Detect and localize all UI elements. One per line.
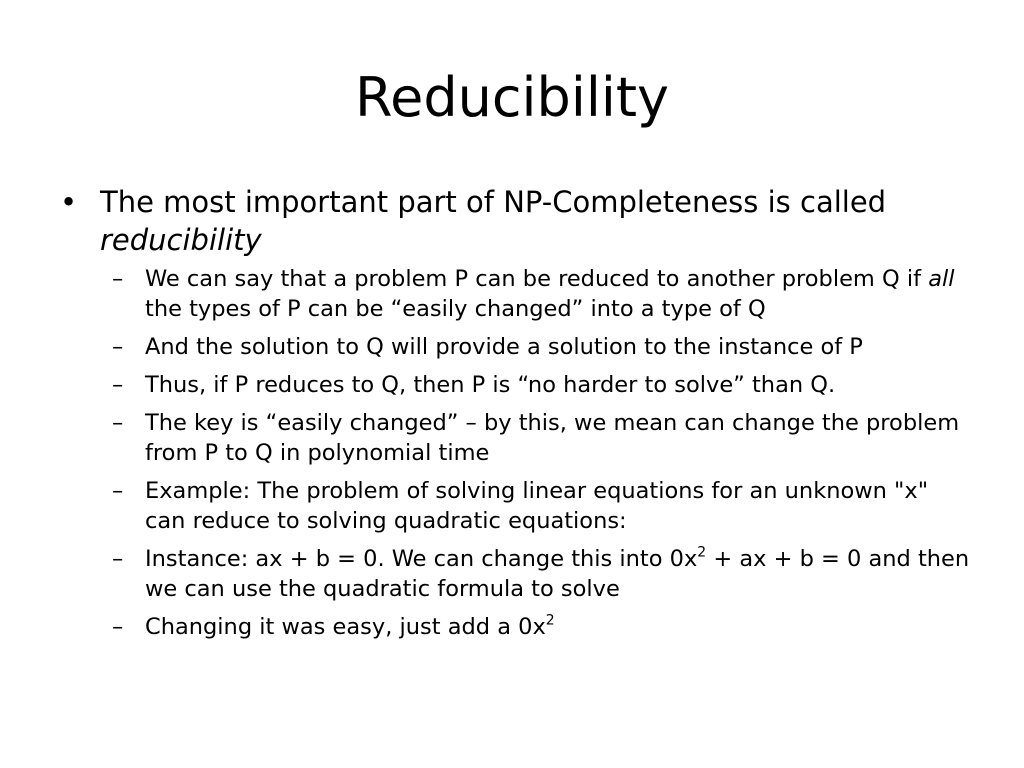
dash-marker: – (112, 266, 124, 292)
sub-bullet-text (145, 612, 972, 642)
sub-bullet-1-before: We can say that a problem P can be reduced to another problem Q if (145, 266, 929, 292)
sub-bullet-7 (112, 612, 972, 642)
sub-bullet-text: And the solution to Q will provide a solution to the instance of P (145, 334, 863, 360)
sub-bullet-text (145, 544, 972, 604)
slide-title: Reducibility (355, 66, 669, 129)
main-bullet-emphasis: reducibility (100, 223, 262, 257)
sub-bullet-4 (112, 408, 972, 468)
bullet-marker: • (60, 185, 78, 219)
sub-bullet-2 (112, 332, 972, 362)
sub-bullet-1 (112, 264, 972, 324)
sub-bullet-list (112, 264, 972, 650)
sub-bullet-3 (112, 370, 972, 400)
sub-bullet-6-before: Instance: ax + b = 0. We can change this into 0x (145, 546, 698, 572)
dash-marker: – (112, 546, 124, 572)
sub-bullet-5 (112, 476, 972, 536)
dash-marker: – (112, 372, 124, 398)
dash-marker: – (112, 334, 124, 360)
main-bullet-text (100, 183, 960, 259)
sub-bullet-text: The key is “easily changed” – by this, we mean can change the problem from P to Q in polynomial time (145, 410, 960, 466)
sub-bullet-1-emphasis: all (928, 266, 955, 292)
sub-bullet-text (145, 264, 972, 324)
main-bullet-lead: The most important part of NP-Completeness is called (100, 185, 887, 219)
dash-marker: – (112, 478, 124, 504)
superscript-2: 2 (545, 612, 555, 629)
sub-bullet-text: Example: The problem of solving linear equations for an unknown "x" can reduce to solving quadratic equations: (145, 478, 929, 534)
sub-bullet-1-after: the types of P can be “easily changed” into a type of Q (145, 296, 766, 322)
sub-bullet-7-before: Changing it was easy, just add a 0x (145, 614, 546, 640)
sub-bullet-text: Thus, if P reduces to Q, then P is “no harder to solve” than Q. (145, 372, 836, 398)
sub-bullet-6-after: + ax + b = 0 and then we can use the quadratic formula to solve (145, 546, 970, 602)
main-bullet (60, 183, 960, 259)
sub-bullet-6 (112, 544, 972, 604)
superscript-2: 2 (697, 544, 707, 561)
dash-marker: – (112, 410, 124, 436)
dash-marker: – (112, 614, 124, 640)
